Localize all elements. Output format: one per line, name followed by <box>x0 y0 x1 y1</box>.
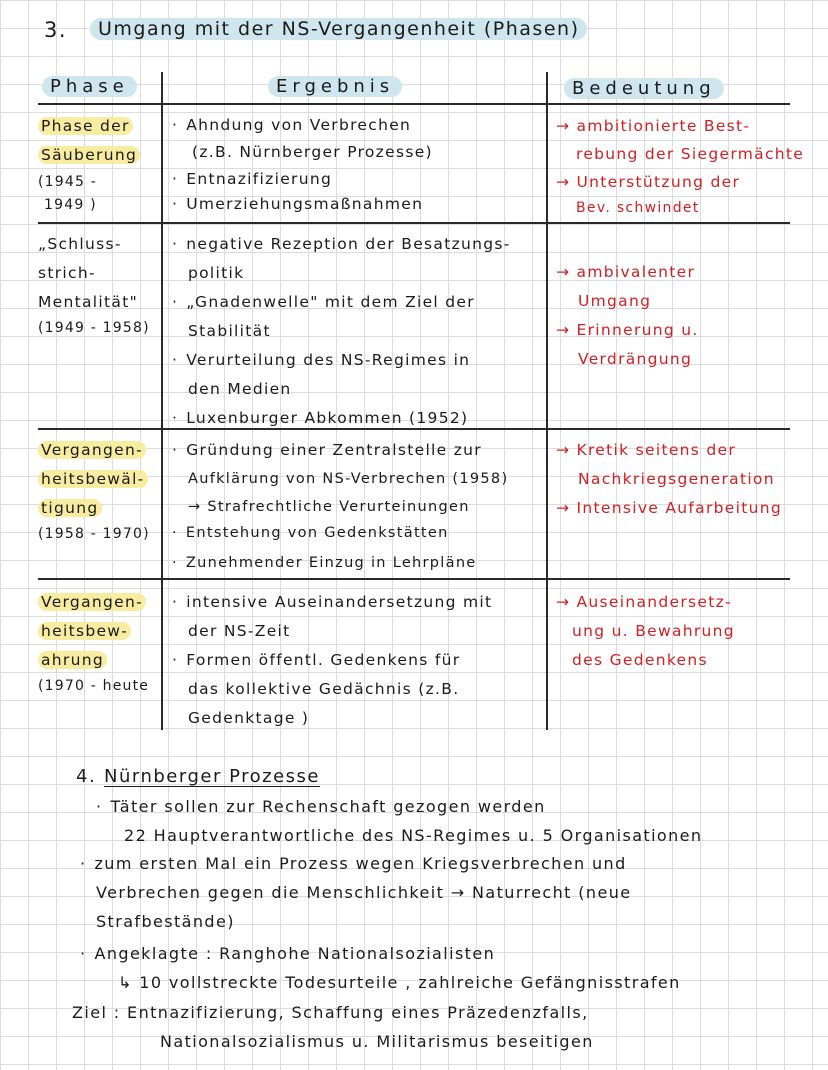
result-item: der NS-Zeit <box>188 622 291 640</box>
result-item: · Ahndung von Verbrechen <box>172 112 433 139</box>
result-item: · Entnazifizierung <box>172 166 433 193</box>
result-item: · intensive Auseinandersetzung mit <box>172 588 492 617</box>
row3-results <box>172 436 508 580</box>
meaning-line: → Erinnerung u. <box>556 321 699 339</box>
result-item: das kollektive Gedächnis (z.B. <box>188 680 460 698</box>
row3-phase <box>38 436 150 545</box>
row1-phase <box>38 112 140 216</box>
column-divider-1 <box>161 72 163 730</box>
result-item: politik <box>188 264 245 282</box>
result-item: · Zunehmender Einzug in Lehrpläne <box>172 546 508 580</box>
result-item: · Luxenburger Abkommen (1952) <box>172 404 511 433</box>
section4-line: · Täter sollen zur Rechenschaft gezogen werden <box>96 797 546 816</box>
result-item: → Strafrechtliche Verurteinungen <box>188 499 470 515</box>
column-divider-2 <box>546 72 548 730</box>
section4-line: ↳ 10 vollstreckte Todesurteile , zahlreiche Gefängnisstrafen <box>118 973 681 992</box>
phase-line: Vergangen- <box>38 441 146 459</box>
section4-line: Verbrechen gegen die Menschlichkeit → Naturrecht (neue <box>96 883 632 902</box>
section4-line: Ziel : Entnazifizierung, Schaffung eines Präzedenzfalls, <box>72 1003 589 1022</box>
meaning-line: → Kretik seitens der <box>556 441 737 459</box>
phase-line: Mentalität" <box>38 293 139 311</box>
phase-line: heitsbewäl- <box>38 470 148 488</box>
phase-line: „Schluss- <box>38 235 122 253</box>
row1-meaning <box>556 112 804 220</box>
section4-line: Nationalsozialismus u. Militarismus beseitigen <box>160 1032 594 1051</box>
section4-line: · zum ersten Mal ein Prozess wegen Kriegsverbrechen und <box>80 854 627 873</box>
phase-line: (1970 - heute <box>38 678 150 694</box>
meaning-line: des Gedenkens <box>572 651 708 669</box>
section3-number: 3. <box>44 18 68 42</box>
meaning-line: → Auseinandersetz- <box>556 593 732 611</box>
row4-results <box>172 588 492 733</box>
meaning-line: Umgang <box>578 292 652 310</box>
meaning-line: → ambivalenter <box>556 263 696 281</box>
row-divider-1 <box>38 222 790 224</box>
header-ergebnis: Ergebnis <box>268 76 402 97</box>
row3-meaning <box>556 436 782 523</box>
phase-line: Vergangen- <box>38 593 146 611</box>
row1-results <box>172 112 433 215</box>
row2-results <box>172 230 511 433</box>
result-item: · Formen öffentl. Gedenkens für <box>172 646 492 675</box>
phase-line: Säuberung <box>38 146 140 164</box>
meaning-line: Verdrängung <box>578 350 693 368</box>
row4-phase <box>38 588 149 697</box>
result-item: (z.B. Nürnberger Prozesse) <box>192 143 433 161</box>
row4-meaning <box>556 588 735 675</box>
header-phase: Phase <box>42 76 137 97</box>
meaning-line: Bev. schwindet <box>576 200 700 216</box>
meaning-line: Nachkriegsgeneration <box>578 470 775 488</box>
result-item: den Medien <box>188 380 292 398</box>
meaning-line: rebung der Siegermächte <box>576 145 805 163</box>
result-item: · „Gnadenwelle" mit dem Ziel der <box>172 288 511 317</box>
result-item: · negative Rezeption der Besatzungs- <box>172 230 511 259</box>
result-item: · Gründung einer Zentralstelle zur <box>172 436 508 465</box>
meaning-line: → Unterstützung der <box>556 173 741 191</box>
phase-line: heitsbew- <box>38 622 131 640</box>
phase-line: tigung <box>38 499 102 517</box>
phase-line: Phase der <box>38 117 133 135</box>
meaning-line: ung u. Bewahrung <box>572 622 735 640</box>
result-item: · Verurteilung des NS-Regimes in <box>172 346 511 375</box>
section4-line: Strafbestände) <box>96 912 235 931</box>
phase-line: ahrung <box>38 651 107 669</box>
phase-line: (1945 - <box>38 174 97 190</box>
phase-line: 1949 ) <box>44 197 97 213</box>
section3-title: Umgang mit der NS-Vergangenheit (Phasen) <box>90 18 587 40</box>
phase-line: strich- <box>38 264 96 282</box>
header-bedeutung: Bedeutung <box>564 78 724 99</box>
result-item: · Entstehung von Gedenkstätten <box>172 520 508 546</box>
meaning-line: → Intensive Aufarbeitung <box>556 499 782 517</box>
section4-number: 4. <box>76 766 97 787</box>
section4-title: Nürnberger Prozesse <box>104 766 320 787</box>
meaning-line: → ambitionierte Best- <box>556 117 751 135</box>
result-item: Gedenktage ) <box>188 709 310 727</box>
section4-line: · Angeklagte : Ranghohe Nationalsozialisten <box>80 944 495 963</box>
row2-phase <box>38 230 150 339</box>
section4-line: 22 Hauptverantwortliche des NS-Regimes u. 5 Organisationen <box>124 826 703 845</box>
result-item: Stabilität <box>188 322 271 340</box>
phase-line: (1949 - 1958) <box>38 320 150 336</box>
table-header-rule <box>38 103 790 105</box>
result-item: · Umerziehungsmaßnahmen <box>172 193 433 215</box>
phase-line: (1958 - 1970) <box>38 526 150 542</box>
result-item: Aufklärung von NS-Verbrechen (1958) <box>188 471 509 487</box>
row2-meaning <box>556 258 699 374</box>
